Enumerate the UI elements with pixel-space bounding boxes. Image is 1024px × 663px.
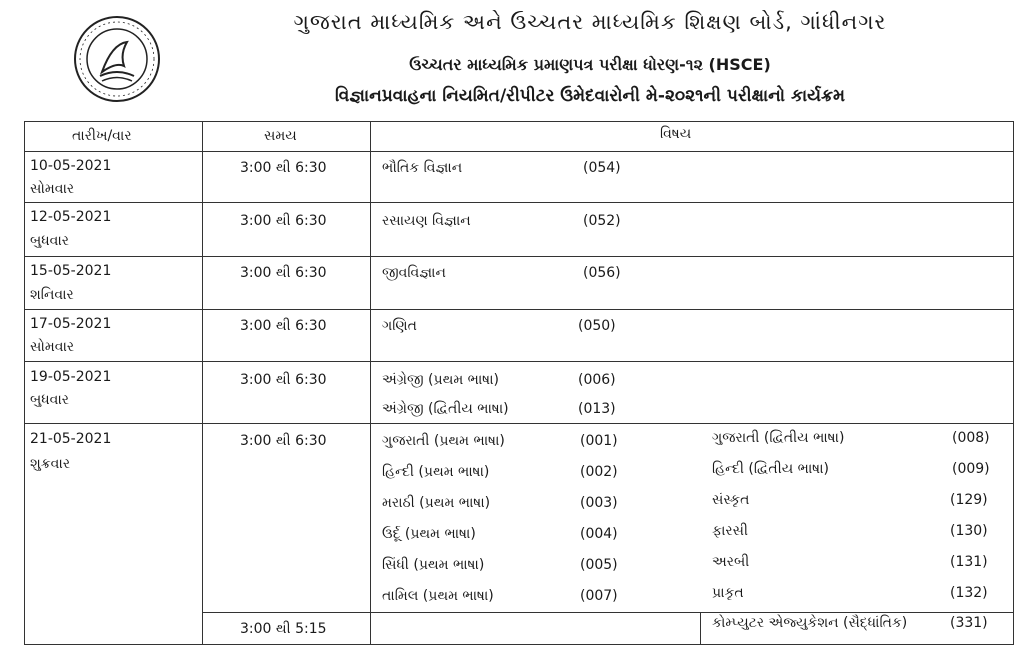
subject-code: (130) [950,523,988,539]
subject-code: (132) [950,585,988,601]
row-time: 3:00 થી 5:15 [240,621,327,637]
header-subject: વિષય [660,126,692,142]
subject-code: (001) [580,433,618,449]
subject-name: ઉર્દૂ (પ્રથમ ભાષા) [382,526,476,542]
row-day: શનિવાર [30,287,74,303]
subject-code: (005) [580,557,618,573]
row-divider [24,309,1014,310]
row-day: બુધવાર [30,233,70,249]
board-seal-icon [72,14,162,104]
row-time: 3:00 થી 6:30 [240,160,327,176]
row-divider [24,202,1014,203]
row-date: 15-05-2021 [30,263,112,279]
subject-code: (131) [950,554,988,570]
col-divider [202,121,203,645]
subject-code: (002) [580,464,618,480]
row-day: સોમવાર [30,339,75,355]
row-time: 3:00 થી 6:30 [240,372,327,388]
row-day: સોમવાર [30,181,75,197]
row-day: શુક્રવાર [30,456,71,472]
subject-code: (009) [952,461,990,477]
subject-name: હિન્દી (પ્રથમ ભાષા) [382,464,490,480]
subject-name: પ્રાકૃત [712,585,744,601]
subject-name: ગુજરાતી (દ્વિતીય ભાષા) [712,430,845,446]
header-time: સમય [264,128,297,144]
subject-code: (006) [578,372,616,388]
subject-code: (013) [578,401,616,417]
subject-name: ગુજરાતી (પ્રથમ ભાષા) [382,433,505,449]
schedule-title: વિજ્ઞાનપ્રવાહના નિયમિત/રીપીટર ઉમેદવારોની મે-૨૦૨૧ની પરીક્ષાનો કાર્યક્રમ [334,86,846,106]
row-date: 12-05-2021 [30,209,112,225]
subject-name: ભૌતિક વિજ્ઞાન [382,160,463,176]
row-date: 19-05-2021 [30,369,112,385]
row-divider [24,423,1014,424]
exam-title: ઉચ્ચતર માધ્યમિક પ્રમાણપત્ર પરીક્ષા ધોરણ-૧૨ (HSCE) [409,55,771,74]
subject-name: રસાયણ વિજ્ઞાન [382,213,471,229]
row-time: 3:00 થી 6:30 [240,318,327,334]
subject-code: (004) [580,526,618,542]
header-date: તારીખ/વાર [72,128,132,144]
schedule-table [24,121,1014,645]
board-title: ગુજરાત માધ્યમિક અને ઉચ્ચતર માધ્યમિક શિક્ષણ બોર્ડ, ગાંધીનગર [293,10,887,34]
col-divider [700,612,701,645]
col-divider [370,121,371,645]
subject-name: તામિલ (પ્રથમ ભાષા) [382,588,494,604]
row-divider [202,612,1014,613]
subject-code: (331) [950,615,988,631]
subject-code: (054) [583,160,621,176]
subject-name: અરબી [712,554,750,570]
row-day: બુધવાર [30,392,70,408]
subject-name: મરાઠી (પ્રથમ ભાષા) [382,495,491,511]
subject-code: (007) [580,588,618,604]
row-time: 3:00 થી 6:30 [240,433,327,449]
subject-name: કોમ્પ્યુટર એજ્યુકેશન (સૈદ્ધાંતિક) [712,615,908,631]
subject-name: અંગ્રેજી (દ્વિતીય ભાષા) [382,401,509,417]
subject-code: (003) [580,495,618,511]
subject-name: સિંધી (પ્રથમ ભાષા) [382,557,485,573]
subject-code: (008) [952,430,990,446]
row-divider [24,256,1014,257]
subject-name: ફારસી [712,523,749,539]
row-date: 10-05-2021 [30,158,112,174]
row-time: 3:00 થી 6:30 [240,265,327,281]
header-divider [24,151,1014,152]
subject-name: અંગ્રેજી (પ્રથમ ભાષા) [382,372,500,388]
subject-name: સંસ્કૃત [712,492,750,508]
row-date: 17-05-2021 [30,316,112,332]
subject-name: હિન્દી (દ્વિતીય ભાષા) [712,461,829,477]
subject-name: ગણિત [382,318,417,334]
subject-code: (056) [583,265,621,281]
row-date: 21-05-2021 [30,431,112,447]
row-divider [24,361,1014,362]
row-time: 3:00 થી 6:30 [240,213,327,229]
subject-code: (129) [950,492,988,508]
subject-code: (050) [578,318,616,334]
subject-code: (052) [583,213,621,229]
subject-name: જીવવિજ્ઞાન [382,265,446,281]
